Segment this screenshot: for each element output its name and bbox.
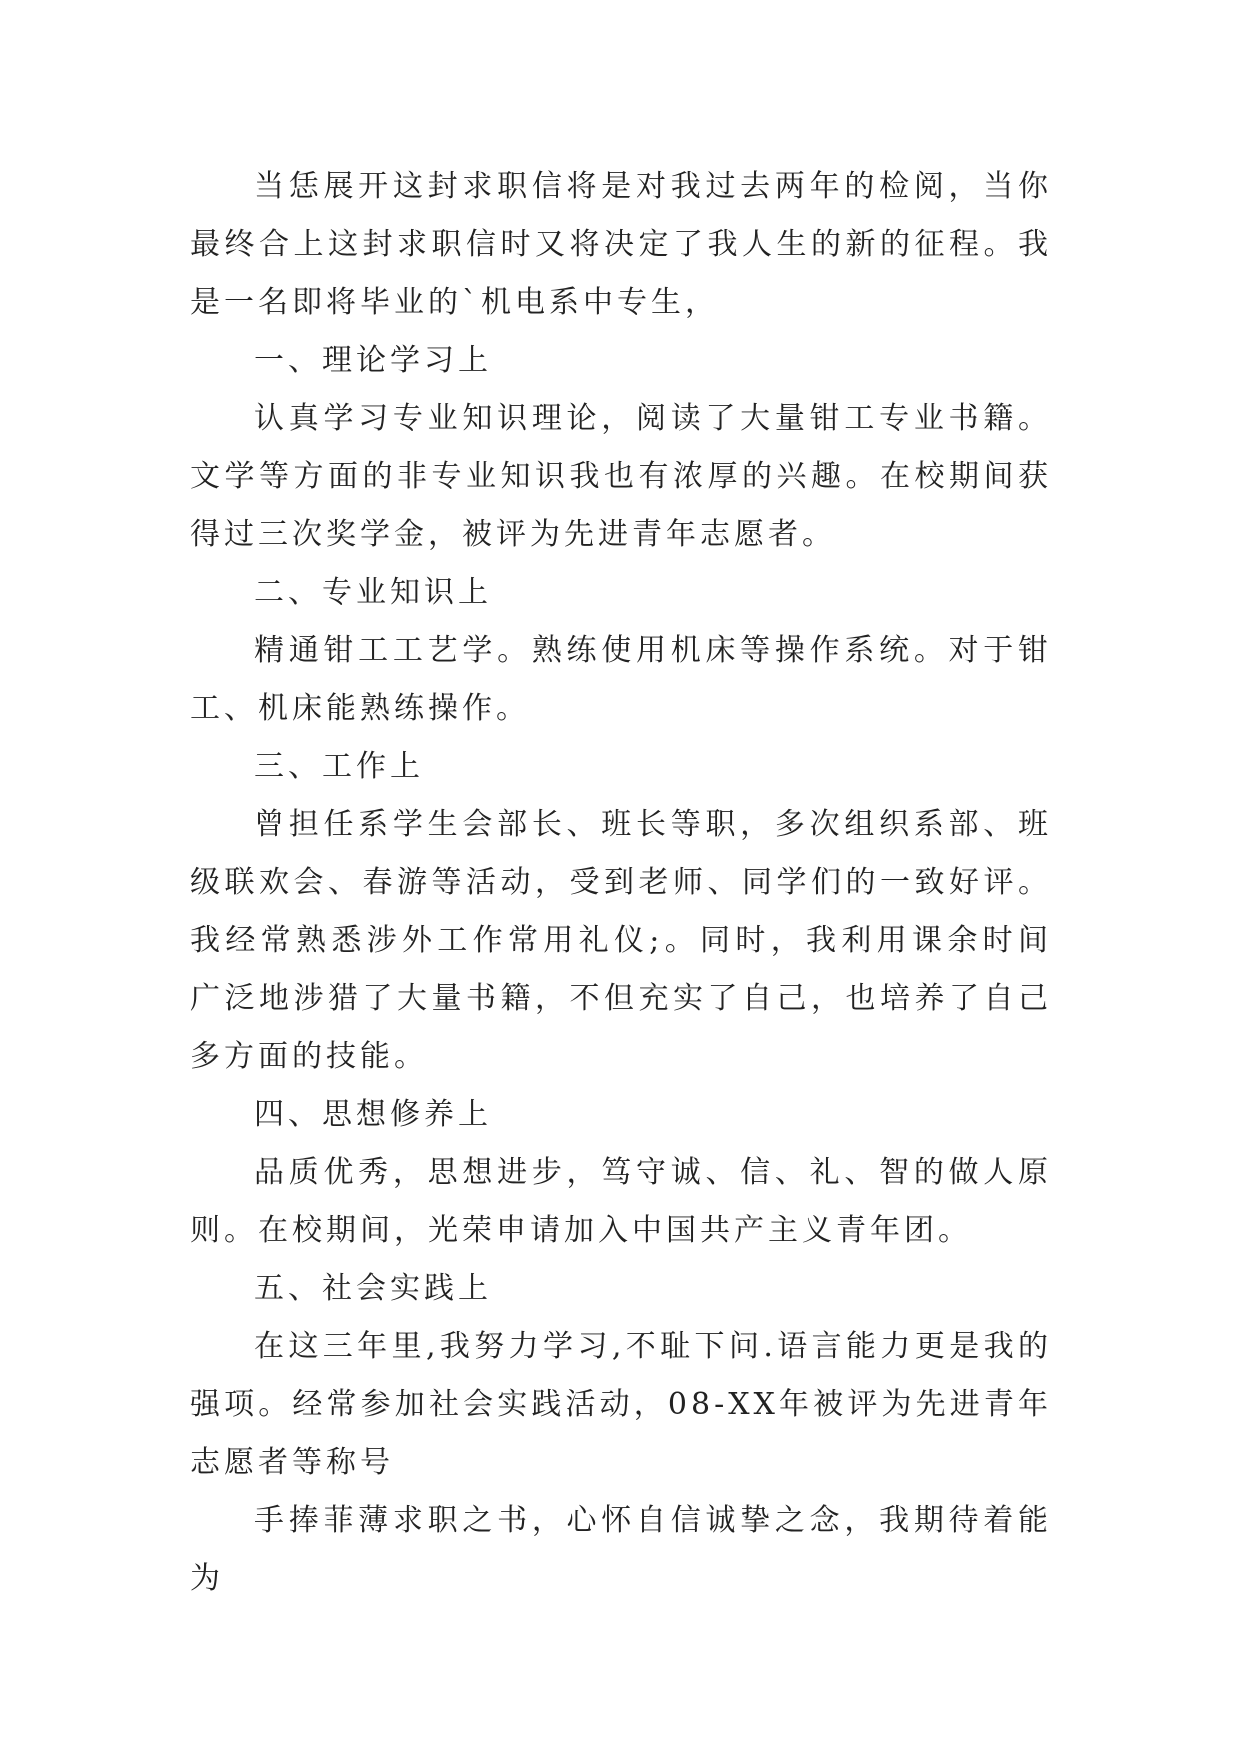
closing-paragraph: 手捧菲薄求职之书，心怀自信诚挚之念，我期待着能为 — [190, 1503, 1052, 1596]
section-heading-theory: 一、理论学习上 — [254, 343, 492, 378]
practice-paragraph: 在这三年里,我努力学习,不耻下问.语言能力更是我的强项。经常参加社会实践活动，08-XX年被评为先进青年志愿者等称号 — [190, 1329, 1052, 1480]
work-paragraph: 曾担任系学生会部长、班长等职，多次组织系部、班级联欢会、春游等活动，受到老师、同学们的一致好评。我经常熟悉涉外工作常用礼仪;。同时，我利用课余时间广泛地涉猎了大量书籍，不但充实了自己，也培养了自己多方面的技能。 — [190, 807, 1052, 1074]
theory-paragraph: 认真学习专业知识理论，阅读了大量钳工专业书籍。文学等方面的非专业知识我也有浓厚的兴趣。在校期间获得过三次奖学金，被评为先进青年志愿者。 — [190, 401, 1052, 552]
section-heading-work: 三、工作上 — [254, 749, 424, 784]
section-heading-practice: 五、社会实践上 — [254, 1271, 492, 1306]
intro-paragraph: 当恁展开这封求职信将是对我过去两年的检阅，当你最终合上这封求职信时又将决定了我人生的新的征程。我是一名即将毕业的`机电系中专生， — [190, 169, 1052, 320]
ideology-paragraph: 品质优秀，思想进步，笃守诚、信、礼、智的做人原则。在校期间，光荣申请加入中国共产主义青年团。 — [190, 1155, 1052, 1248]
section-heading-ideology: 四、思想修养上 — [254, 1097, 492, 1132]
section-heading-professional: 二、专业知识上 — [254, 575, 492, 610]
professional-paragraph: 精通钳工工艺学。熟练使用机床等操作系统。对于钳工、机床能熟练操作。 — [190, 633, 1052, 726]
document-body — [190, 158, 1052, 1608]
